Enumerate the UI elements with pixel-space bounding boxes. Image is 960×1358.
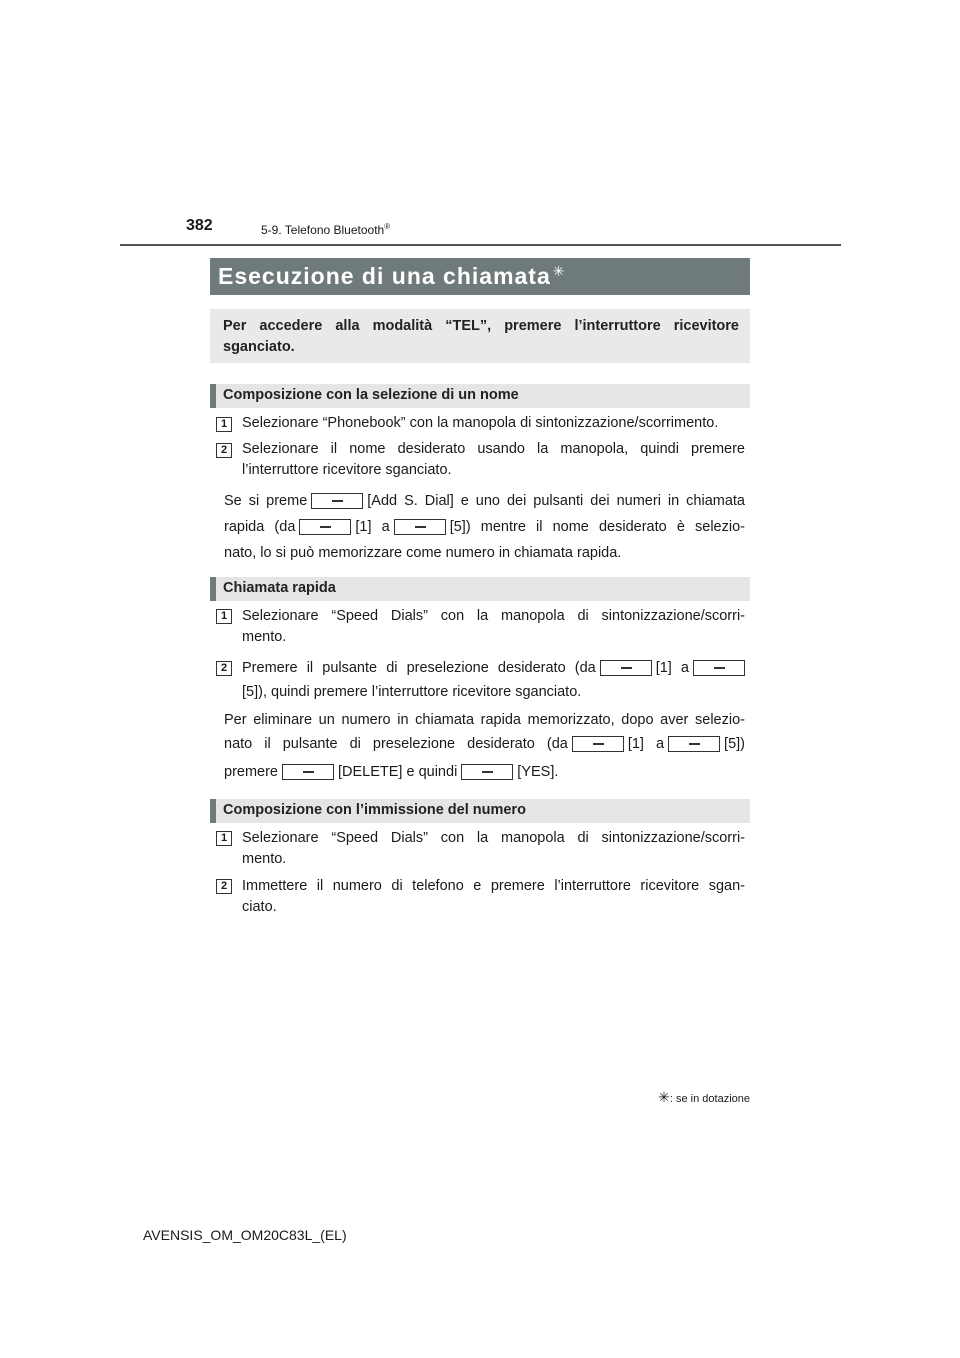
note-fragment: [YES]. — [517, 764, 559, 780]
step-text — [242, 658, 745, 703]
section-heading-text: Chiamata rapida — [223, 580, 336, 596]
page-title — [218, 263, 566, 290]
step-text — [242, 876, 745, 918]
step-line: Selezionare “Phonebook” con la manopola di sintonizzazione/scorrimento. — [242, 415, 719, 431]
note-line — [224, 762, 745, 783]
note-fragment: [DELETE] e quindi — [338, 764, 458, 780]
step-line: mento. — [242, 629, 287, 645]
registered-mark: ® — [384, 222, 391, 231]
step-text — [242, 606, 745, 648]
preset-button-5-icon — [668, 736, 720, 752]
step-line: Selezionare il nome desiderato usando la manopola, quindi premere — [242, 441, 745, 457]
step-fragment: [1] a — [655, 660, 689, 676]
step-line: Selezionare “Speed Dials” con la manopola di sintonizzazione/scorri- — [242, 608, 745, 624]
step-number: 1 — [216, 831, 232, 846]
step-fragment: Premere il pulsante di preselezione desiderato (da — [242, 660, 596, 676]
step-text — [242, 828, 745, 870]
step-number: 1 — [216, 609, 232, 624]
step-line: ciato. — [242, 899, 277, 915]
step-text — [242, 439, 745, 481]
note-fragment: Se si preme — [224, 493, 308, 509]
note-line — [224, 734, 745, 762]
section-heading-text: Composizione con la selezione di un nome — [223, 387, 519, 403]
delete-button-icon — [282, 764, 334, 780]
preset-button-1-icon — [600, 660, 652, 676]
intro-box — [210, 309, 750, 363]
step-number: 2 — [216, 879, 232, 894]
section-heading-name-dial — [210, 384, 750, 408]
note-fragment: [1] a — [627, 736, 665, 752]
note-fragment: rapida (da — [224, 519, 296, 535]
intro-text: Per accedere alla modalità “TEL”, premere l’interruttore ricevitore sganciato. — [223, 318, 739, 355]
step-number: 1 — [216, 417, 232, 432]
section-heading-speed-dial — [210, 577, 750, 601]
step-line — [242, 658, 745, 682]
step-line: [5]), quindi premere l’interruttore ricevitore sganciato. — [242, 684, 582, 700]
section-heading-number-dial — [210, 799, 750, 823]
note-line: Per eliminare un numero in chiamata rapida memorizzato, dopo aver selezio- — [224, 712, 745, 728]
section-heading-text: Composizione con l’immissione del numero — [223, 802, 526, 818]
note-line — [224, 517, 745, 543]
footnote — [600, 1089, 750, 1106]
step-number: 2 — [216, 443, 232, 458]
add-speed-dial-button-icon — [311, 493, 363, 509]
document-code: AVENSIS_OM_OM20C83L_(EL) — [143, 1227, 347, 1243]
header-rule — [120, 244, 841, 246]
preset-button-1-icon — [299, 519, 351, 535]
footnote-text: : se in dotazione — [669, 1093, 750, 1105]
step-line: Immettere il numero di telefono e premere l’interruttore ricevitore sgan- — [242, 878, 745, 894]
note-fragment: nato il pulsante di preselezione desiderato (da — [224, 736, 568, 752]
note-fragment: [1] a — [355, 519, 390, 535]
note-fragment: [5]) — [724, 736, 745, 752]
yes-button-icon — [461, 764, 513, 780]
step-line: Selezionare “Speed Dials” con la manopola di sintonizzazione/scorri- — [242, 830, 745, 846]
note-fragment: [Add S. Dial] e uno dei pulsanti dei numeri in chiamata — [367, 493, 745, 509]
preset-button-5-icon — [394, 519, 446, 535]
preset-button-5-icon — [693, 660, 745, 676]
step-line: mento. — [242, 851, 287, 867]
note-line — [224, 491, 745, 517]
page-title-text: Esecuzione di una chiamata — [218, 263, 551, 289]
optional-marker-icon: ✳ — [658, 1089, 670, 1105]
note-fragment: premere — [224, 764, 278, 780]
step-number: 2 — [216, 661, 232, 676]
chapter-title-text: 5-9. Telefono Bluetooth — [261, 223, 385, 237]
note-fragment: [5]) mentre il nome desiderato è selezio- — [449, 519, 745, 535]
section-title-bar — [210, 258, 750, 295]
step-text — [242, 413, 745, 434]
chapter-title — [261, 222, 390, 237]
step-line: l’interruttore ricevitore sganciato. — [242, 462, 452, 478]
note-text — [224, 710, 745, 783]
preset-button-1-icon — [572, 736, 624, 752]
page-number: 382 — [186, 217, 213, 234]
optional-marker-icon: ✳ — [552, 263, 566, 279]
note-line: nato, lo si può memorizzare come numero in chiamata rapida. — [224, 545, 622, 561]
note-text — [224, 491, 745, 564]
